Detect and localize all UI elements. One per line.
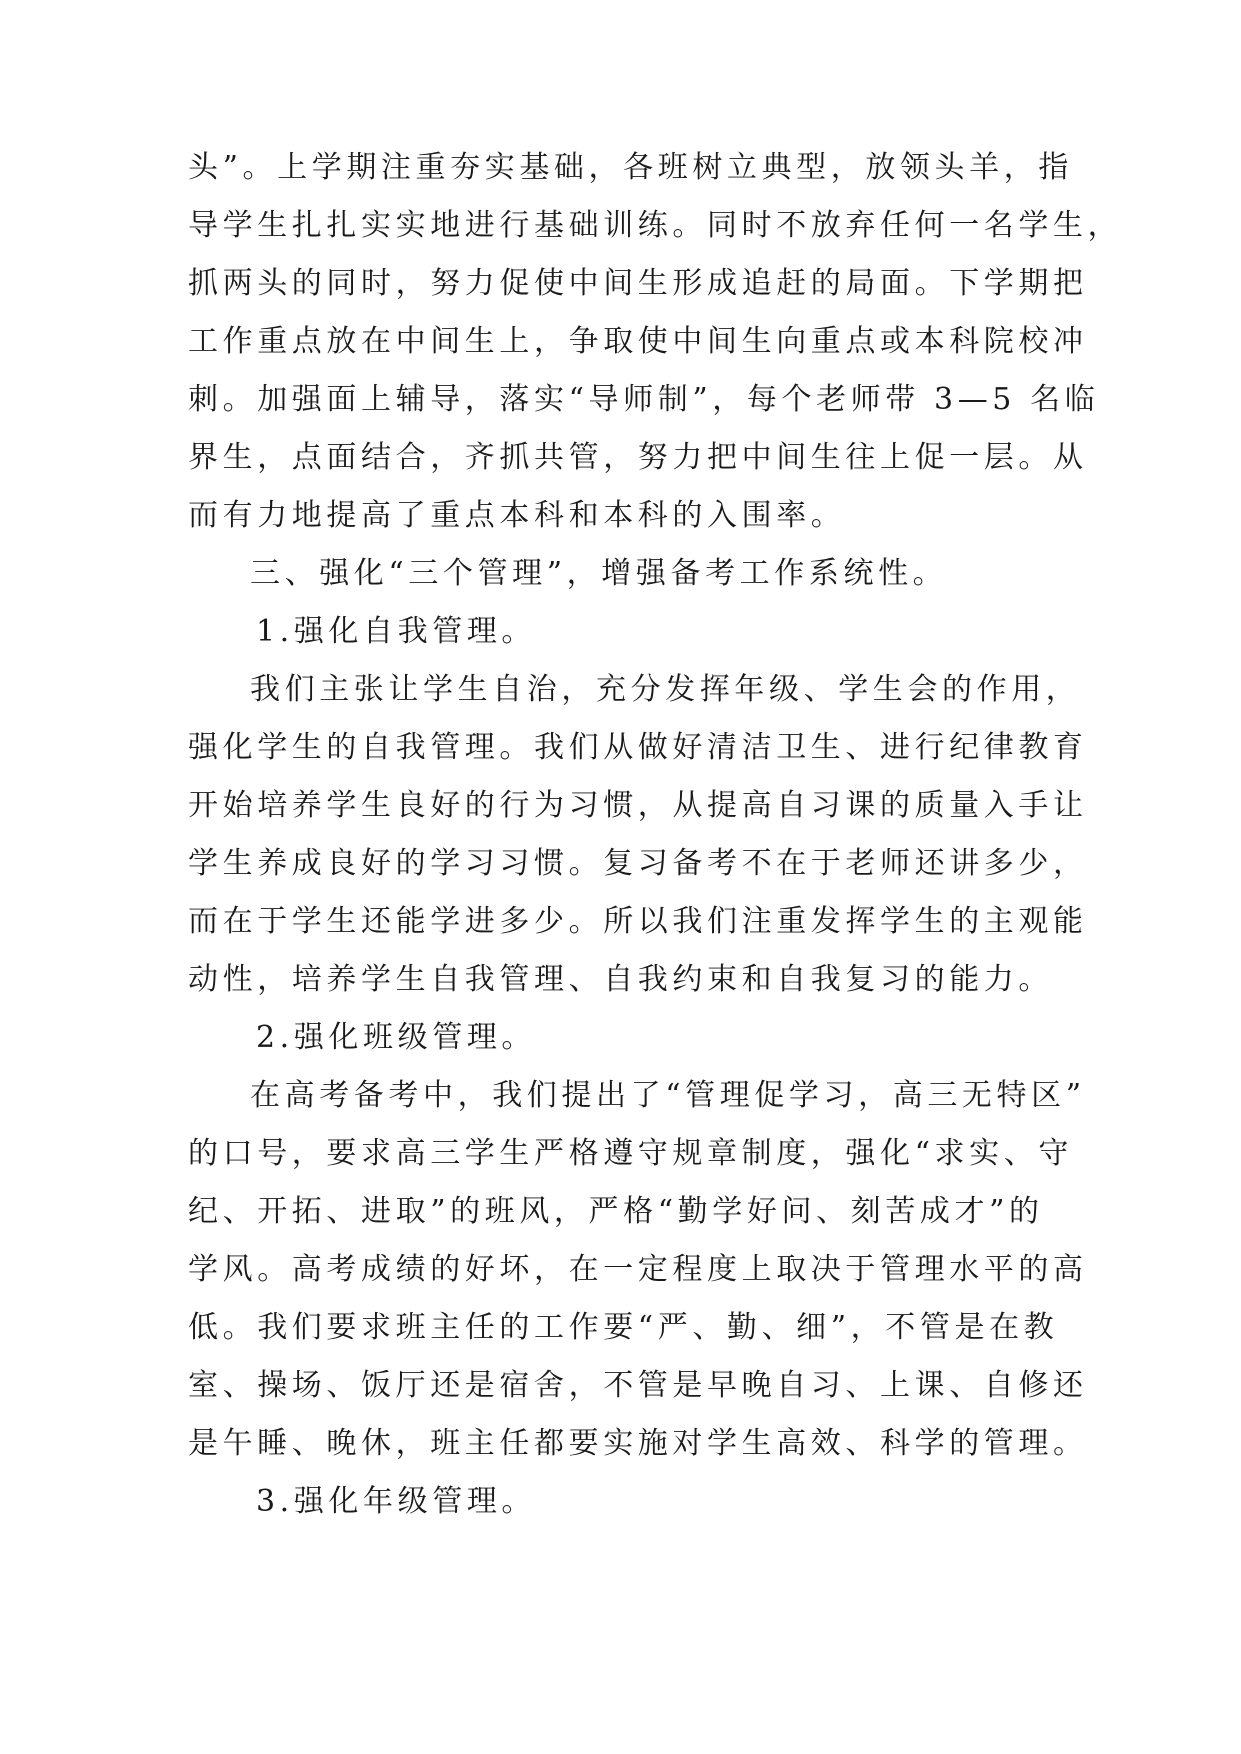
paragraph-line: 抓两头的同时，努力促使中间生形成追赶的局面。下学期把	[188, 266, 1088, 301]
paragraph-line: 而在于学生还能学进多少。所以我们注重发挥学生的主观能	[188, 904, 1088, 939]
paragraph-line: 的口号，要求高三学生严格遵守规章制度，强化“求实、守	[188, 1136, 1073, 1171]
paragraph-line: 学生养成良好的学习习惯。复习备考不在于老师还讲多少，	[188, 846, 1088, 881]
paragraph-line: 我们主张让学生自治，充分发挥年级、学生会的作用，	[250, 672, 1081, 707]
paragraph-line: 界生，点面结合，齐抓共管，努力把中间生往上促一层。从	[188, 440, 1088, 475]
subsection-heading: 3.强化年级管理。	[256, 1484, 537, 1519]
paragraph-line: 是午睡、晚休，班主任都要实施对学生高效、科学的管理。	[188, 1426, 1088, 1461]
subsection-heading: 1.强化自我管理。	[256, 614, 537, 649]
paragraph-line: 低。我们要求班主任的工作要“严、勤、细”，不管是在教	[188, 1310, 1059, 1345]
paragraph-line: 强化学生的自我管理。我们从做好清洁卫生、进行纪律教育	[188, 730, 1088, 765]
paragraph-line: 刺。加强面上辅导，落实“导师制”，每个老师带 3—5 名临	[188, 382, 1100, 417]
paragraph-line: 而有力地提高了重点本科和本科的入围率。	[188, 498, 846, 533]
paragraph-line: 头”。上学期注重夯实基础，各班树立典型，放领头羊，指	[188, 150, 1073, 185]
paragraph-line: 室、操场、饭厅还是宿舍，不管是早晚自习、上课、自修还	[188, 1368, 1088, 1403]
paragraph-line: 在高考备考中，我们提出了“管理促学习，高三无特区”	[250, 1078, 1086, 1113]
subsection-heading: 2.强化班级管理。	[256, 1020, 537, 1055]
paragraph-line: 纪、开拓、进取”的班风，严格“勤学好问、刻苦成才”的	[188, 1194, 1044, 1229]
section-heading: 三、强化“三个管理”，增强备考工作系统性。	[250, 556, 948, 591]
paragraph-line: 学风。高考成绩的好坏，在一定程度上取决于管理水平的高	[188, 1252, 1088, 1287]
paragraph-line: 开始培养学生良好的行为习惯，从提高自习课的质量入手让	[188, 788, 1088, 823]
paragraph-line: 导学生扎扎实实地进行基础训练。同时不放弃任何一名学生，	[188, 208, 1123, 243]
paragraph-line: 动性，培养学生自我管理、自我约束和自我复习的能力。	[188, 962, 1053, 997]
paragraph-line: 工作重点放在中间生上，争取使中间生向重点或本科院校冲	[188, 324, 1088, 359]
